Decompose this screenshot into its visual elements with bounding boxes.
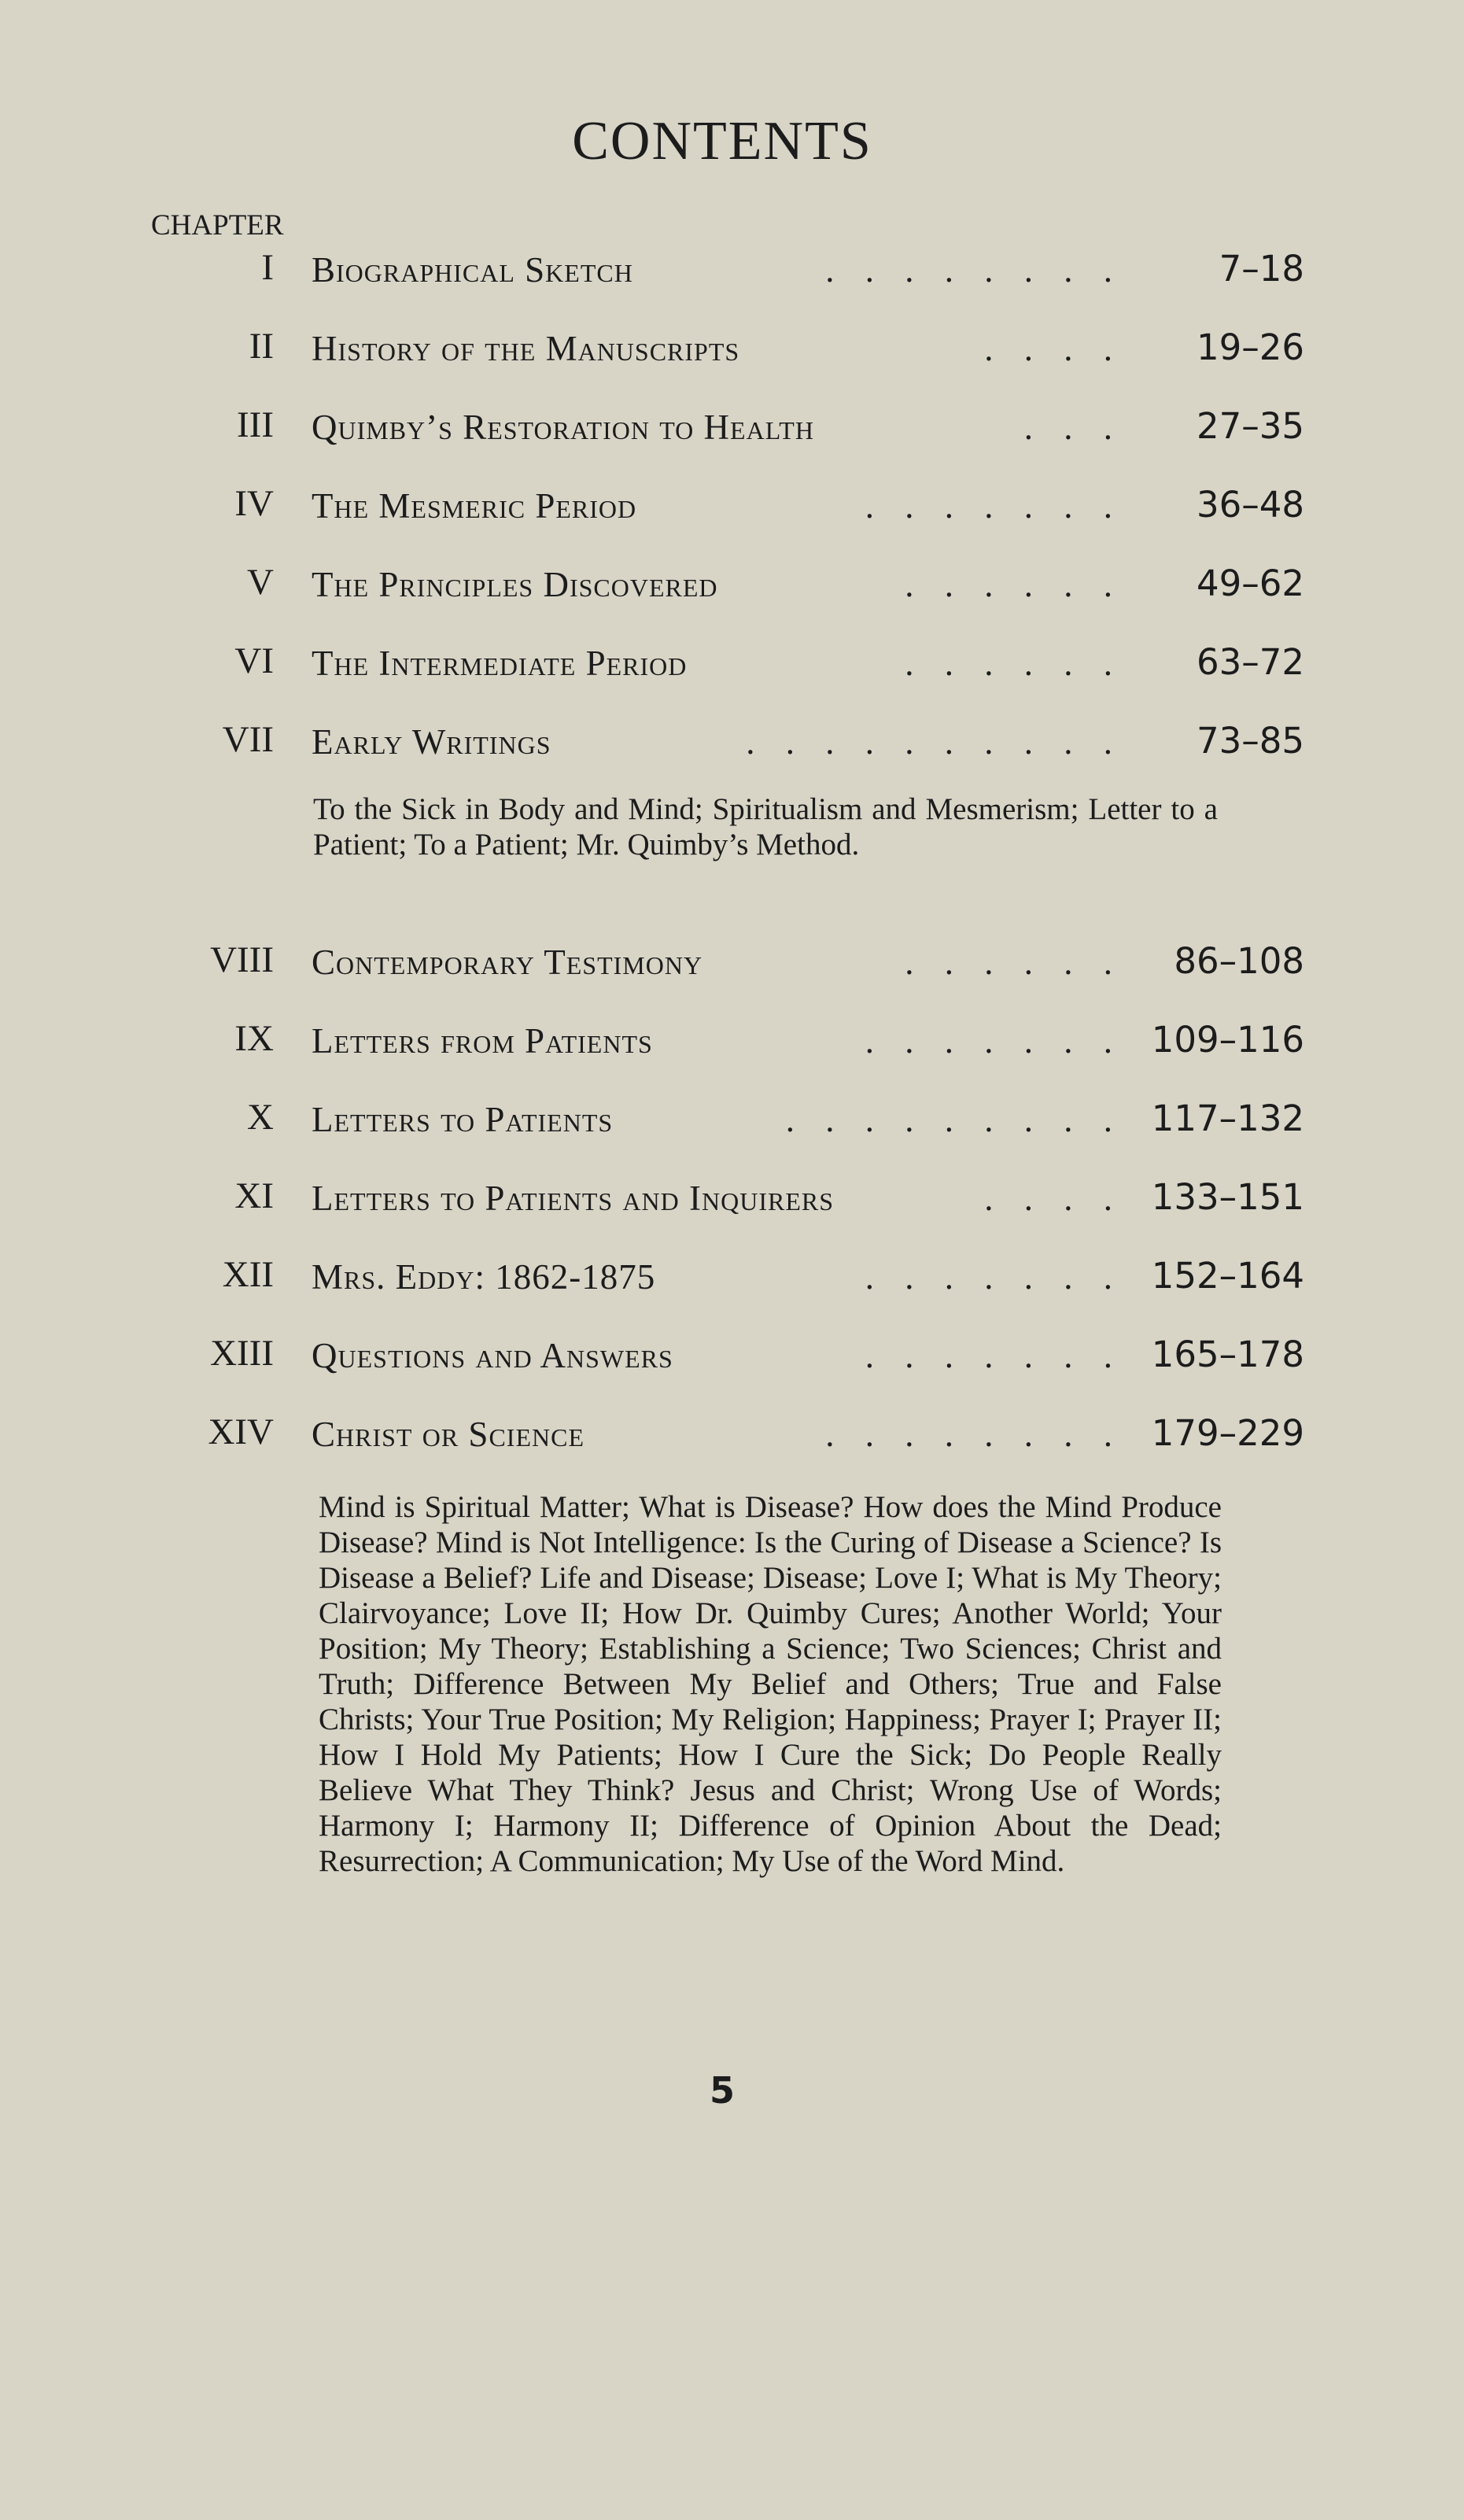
page-range: 7–18 — [1219, 248, 1304, 290]
leader-dots: . . . . . . . — [865, 1021, 1123, 1061]
leader-dots: . . . . — [984, 329, 1123, 368]
chapter-column-header: CHAPTER — [151, 209, 284, 242]
toc-entry[interactable] — [0, 246, 1464, 293]
chapter-title: The Mesmeric Period — [312, 486, 637, 526]
chapter-number: XII — [222, 1254, 274, 1295]
leader-dots: . . . — [1023, 408, 1123, 447]
page-range: 49–62 — [1196, 563, 1304, 604]
chapter-number: VI — [234, 640, 274, 681]
page-range: 165–178 — [1151, 1334, 1304, 1375]
leader-dots: . . . . . . — [905, 943, 1123, 982]
toc-entry[interactable] — [0, 939, 1464, 986]
page-range: 73–85 — [1196, 720, 1304, 762]
leader-dots: . . . . . . . — [865, 1257, 1123, 1297]
page-range: 86–108 — [1174, 940, 1304, 982]
page-range: 117–132 — [1151, 1098, 1304, 1139]
chapter-title: The Principles Discovered — [312, 565, 718, 604]
chapter-title: Biographical Sketch — [312, 250, 633, 290]
leader-dots: . . . . . . . . — [825, 250, 1123, 290]
chapter-title: History of the Manuscripts — [312, 329, 740, 368]
leader-dots: . . . . . . — [905, 565, 1123, 604]
leader-dots: . . . . . . . . . — [785, 1100, 1123, 1139]
leader-dots: . . . . — [984, 1179, 1123, 1218]
chapter-number: II — [249, 326, 274, 367]
page-range: 133–151 — [1151, 1176, 1304, 1218]
toc-entry[interactable] — [0, 482, 1464, 529]
leader-dots: . . . . . . . . — [825, 1415, 1123, 1454]
page-range: 36–48 — [1196, 484, 1304, 526]
page-range: 27–35 — [1196, 405, 1304, 447]
chapter-number: XIV — [208, 1411, 274, 1452]
toc-entry[interactable] — [0, 1175, 1464, 1222]
leader-dots: . . . . . . . . . . — [746, 722, 1123, 762]
page-range: 63–72 — [1196, 641, 1304, 683]
leader-dots: . . . . . . — [905, 644, 1123, 683]
toc-entry[interactable] — [0, 1411, 1464, 1458]
toc-entry[interactable] — [0, 1096, 1464, 1143]
toc-entry[interactable] — [0, 1017, 1464, 1064]
toc-entry[interactable] — [0, 404, 1464, 451]
chapter-number: I — [261, 247, 274, 288]
page-title: CONTENTS — [572, 111, 872, 172]
chapter-number: XIII — [210, 1333, 274, 1374]
chapter-number: X — [247, 1097, 274, 1138]
chapter-title: Questions and Answers — [312, 1336, 673, 1375]
toc-entry[interactable] — [0, 1332, 1464, 1379]
page-range: 19–26 — [1196, 327, 1304, 368]
toc-entry[interactable] — [0, 640, 1464, 687]
leader-dots: . . . . . . . — [865, 486, 1123, 526]
chapter-number: XI — [234, 1175, 274, 1216]
leader-dots: . . . . . . . — [865, 1336, 1123, 1375]
toc-entry[interactable] — [0, 1253, 1464, 1301]
chapter-number: VII — [222, 719, 274, 760]
toc-entry[interactable] — [0, 561, 1464, 608]
page-number: 5 — [709, 2069, 735, 2112]
toc-entry[interactable] — [0, 718, 1464, 766]
page-range: 152–164 — [1151, 1255, 1304, 1297]
chapter-number: IX — [234, 1018, 274, 1059]
chapter-title: Contemporary Testimony — [312, 943, 703, 982]
chapter-number: VIII — [210, 939, 274, 980]
chapter-title: The Intermediate Period — [312, 644, 688, 683]
christ-or-science-summary: Mind is Spiritual Matter; What is Disease? How does the Mind Produce Disease? Mind is Not Intelligence: Is the Curing of Disease a Science? Is Disease a Belief? Life and Disease; Disease; Love I; What is My Theory; Clairvoyance; Love II; How Dr. Quimby Cures; Another World; Your Position; My Theory; Establishing a Science; Two Sciences; Christ and Truth; Difference Between My Belief and Others; True and False Christs; Your True Position; My Religion; Happiness; Prayer I; Prayer II; How I Hold My Patients; How I Cure the Sick; Do People Really Believe What They Think? Jesus and Christ; Wrong Use of Words; Harmony I; Harmony II; Difference of Opinion About the Dead; Resurrection; A Communication; My Use of the Word Mind. — [319, 1490, 1222, 1878]
chapter-title: Letters from Patients — [312, 1021, 653, 1061]
chapter-title: Christ or Science — [312, 1415, 584, 1454]
chapter-title: Mrs. Eddy: 1862-1875 — [312, 1257, 656, 1297]
chapter-number: V — [247, 562, 274, 603]
chapter-number: IV — [234, 483, 274, 524]
early-writings-summary: To the Sick in Body and Mind; Spiritualism and Mesmerism; Letter to a Patient; To a Patient; Mr. Quimby’s Method. — [313, 792, 1218, 862]
toc-entry[interactable] — [0, 325, 1464, 372]
chapter-title: Quimby’s Restoration to Health — [312, 408, 814, 447]
page-range: 179–229 — [1151, 1412, 1304, 1454]
chapter-title: Letters to Patients and Inquirers — [312, 1179, 835, 1218]
chapter-title: Early Writings — [312, 722, 551, 762]
page-range: 109–116 — [1151, 1019, 1304, 1061]
chapter-title: Letters to Patients — [312, 1100, 614, 1139]
chapter-number: III — [237, 404, 274, 445]
